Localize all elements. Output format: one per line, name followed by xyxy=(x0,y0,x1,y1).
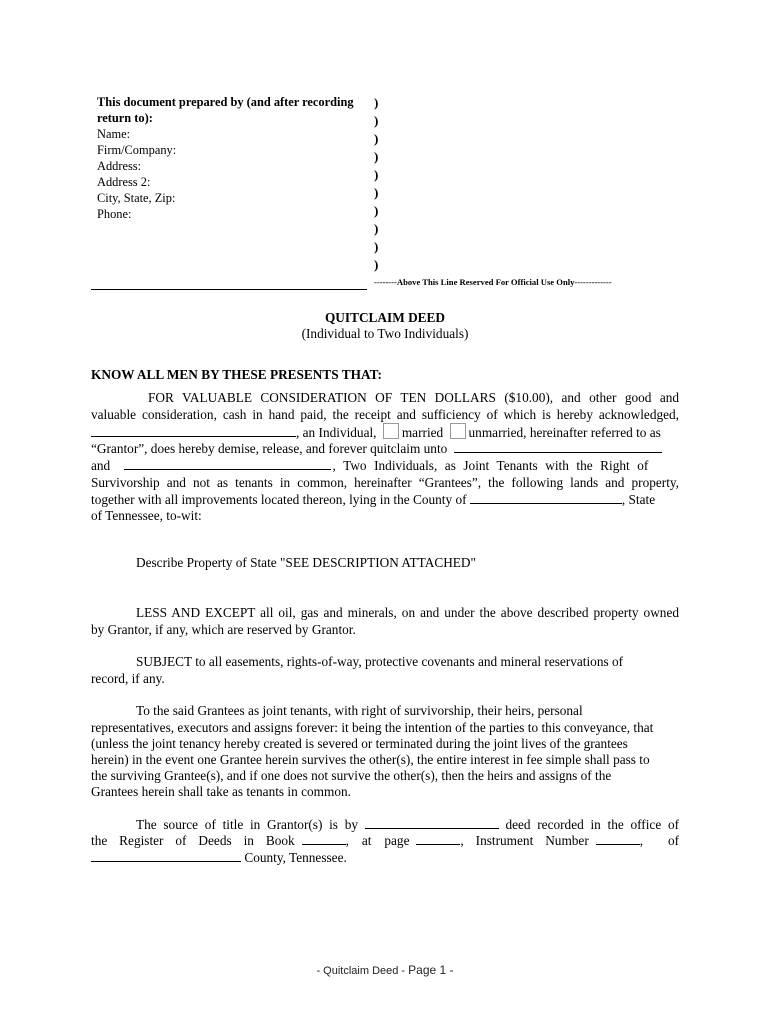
source-of-title-line-2: the Register of Deeds in Book , at page , Instrument Number , of xyxy=(91,833,680,848)
parenthesis: ) xyxy=(374,257,379,272)
firm-field-label: Firm/Company: xyxy=(97,143,177,157)
document-title: QUITCLAIM DEED xyxy=(324,310,446,325)
page-blank[interactable] xyxy=(416,832,460,845)
parenthesis: ) xyxy=(374,203,379,218)
parenthesis: ) xyxy=(374,113,379,128)
consideration-line-1: FOR VALUABLE CONSIDERATION OF TEN DOLLARS ($10.00), and other good and xyxy=(148,390,680,405)
source-of-title-line-1: The source of title in Grantor(s) is by deed recorded in the office of xyxy=(136,817,680,832)
prepared-by-label: This document prepared by (and after recording xyxy=(97,95,354,109)
parenthesis-column xyxy=(374,94,378,274)
parenthesis: ) xyxy=(374,131,379,146)
joint-tenancy-line-1: To the said Grantees as joint tenants, with right of survivorship, their heirs, personal xyxy=(136,703,583,718)
city-state-zip-field-label: City, State, Zip: xyxy=(97,191,176,205)
name-field-label: Name: xyxy=(97,127,131,141)
book-blank[interactable] xyxy=(302,832,346,845)
recording-divider-line xyxy=(91,289,367,290)
footer-doc-name: - Quitclaim Deed - xyxy=(316,965,409,977)
parenthesis: ) xyxy=(374,185,379,200)
parenthesis: ) xyxy=(374,239,379,254)
consideration-line-2: valuable consideration, cash in hand paid, the receipt and sufficiency of which is hereby acknowledged, xyxy=(91,407,679,422)
less-except-line-2: by Grantor, if any, which are reserved by Grantor. xyxy=(91,622,356,637)
joint-tenancy-line-5: the surviving Grantee(s), and if one does not survive the other(s), then the heirs and assigns of the xyxy=(91,768,612,783)
recording-county-blank[interactable] xyxy=(91,849,241,862)
address-field-label: Address: xyxy=(97,159,142,173)
page-footer xyxy=(0,963,770,977)
preparer-block xyxy=(97,94,372,222)
parenthesis: ) xyxy=(374,167,379,182)
official-use-notice: --------Above This Line Reserved For Official Use Only------------- xyxy=(374,277,612,287)
document-subtitle: (Individual to Two Individuals) xyxy=(301,326,469,341)
tennessee-line: of Tennessee, to-wit: xyxy=(91,508,202,523)
joint-tenancy-line-3: (unless the joint tenancy hereby created is severed or terminated during the joint lives of the grantees xyxy=(91,736,628,751)
address2-field-label: Address 2: xyxy=(97,175,151,189)
grantor-name-blank[interactable] xyxy=(91,424,296,437)
subject-line-2: record, if any. xyxy=(91,671,165,686)
parenthesis: ) xyxy=(374,95,379,110)
quitclaim-unto-line: “Grantor”, does hereby demise, release, and forever quitclaim unto xyxy=(91,440,679,457)
less-except-line-1: LESS AND EXCEPT all oil, gas and minerals, on and under the above described property owned xyxy=(136,605,679,620)
survivorship-line: Survivorship and not as tenants in common, hereinafter “Grantees”, the following lands and property, xyxy=(91,475,679,490)
deed-type-blank[interactable] xyxy=(365,816,499,829)
joint-tenancy-line-6: Grantees herein shall take as tenants in common. xyxy=(91,784,351,799)
grantee1-name-blank[interactable] xyxy=(454,440,662,453)
joint-tenancy-line-2: representatives, executors and assigns forever: it being the intention of the parties to this conveyance, that xyxy=(91,720,654,735)
county-line: together with all improvements located thereon, lying in the County of , State xyxy=(91,492,656,507)
parenthesis: ) xyxy=(374,221,379,236)
footer-page-number: Page 1 - xyxy=(408,963,454,977)
county-blank[interactable] xyxy=(470,491,622,504)
subject-line-1: SUBJECT to all easements, rights-of-way, protective covenants and mineral reservations of xyxy=(136,654,624,669)
married-checkbox[interactable] xyxy=(383,423,399,439)
unmarried-checkbox[interactable] xyxy=(450,423,466,439)
grantee2-name-blank[interactable] xyxy=(124,457,331,470)
joint-tenancy-line-4: herein) in the event one Grantee herein survives the other(s), the entire interest in fee simple shall pass to xyxy=(91,752,650,767)
parenthesis: ) xyxy=(374,149,379,164)
phone-field-label: Phone: xyxy=(97,207,132,221)
grantor-line: , an Individual, married unmarried, hereinafter referred to as xyxy=(91,423,679,440)
return-to-label: return to): xyxy=(97,111,153,125)
know-all-heading: KNOW ALL MEN BY THESE PRESENTS THAT: xyxy=(91,367,382,382)
property-description: Describe Property of State "SEE DESCRIPTION ATTACHED" xyxy=(136,555,476,570)
source-of-title-line-3: County, Tennessee. xyxy=(91,849,679,866)
grantee2-line: and , Two Individuals, as Joint Tenants with the Right of xyxy=(91,458,649,473)
instrument-number-blank[interactable] xyxy=(596,832,640,845)
